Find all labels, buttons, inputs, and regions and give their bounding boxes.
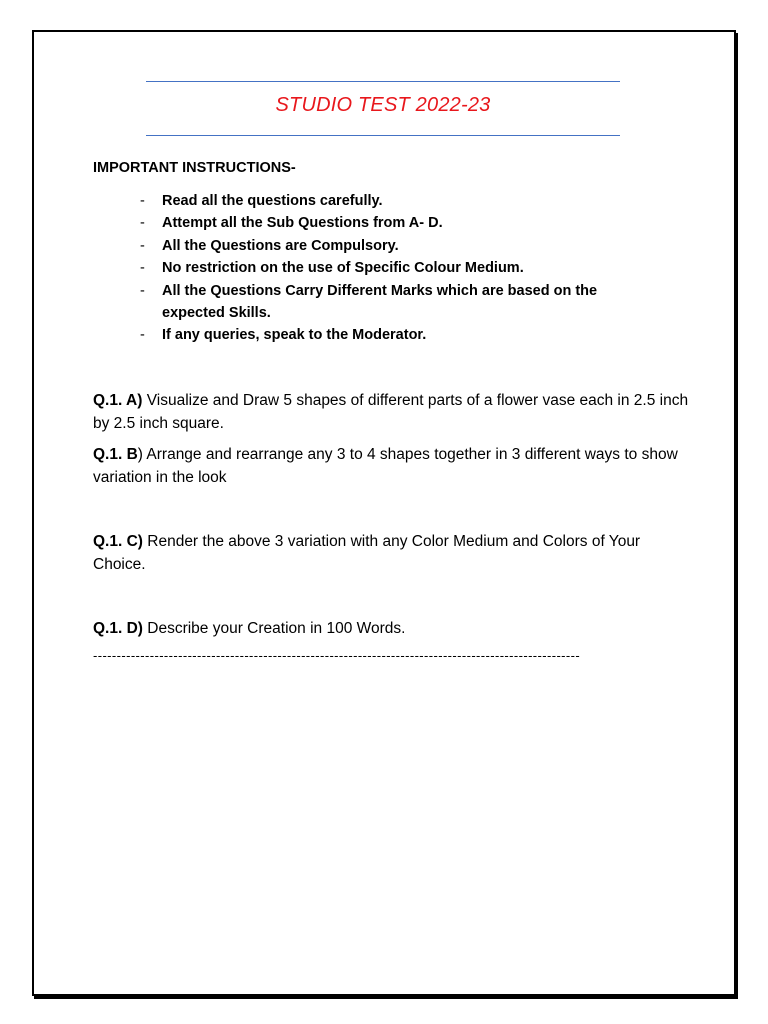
instructions-heading: IMPORTANT INSTRUCTIONS- xyxy=(93,160,296,176)
question-1c xyxy=(93,530,693,576)
bullet-dash: - xyxy=(140,260,145,277)
instruction-item xyxy=(140,257,660,279)
bullet-dash: - xyxy=(140,237,145,254)
instruction-item xyxy=(140,324,660,346)
instruction-text: No restriction on the use of Specific Colour Medium. xyxy=(162,260,524,277)
instruction-text: All the Questions Carry Different Marks which are based on the expected Skills. xyxy=(162,282,598,322)
bullet-dash: - xyxy=(140,327,145,344)
page-title: STUDIO TEST 2022-23 xyxy=(275,94,491,116)
separator-line: ------------------------------------------------------------------------------------------------------- xyxy=(93,648,581,663)
title-bottom-rule xyxy=(146,135,620,136)
bullet-dash: - xyxy=(140,282,145,299)
instruction-item xyxy=(140,235,660,257)
instruction-text: All the Questions are Compulsory. xyxy=(162,237,399,254)
question-text: ) Arrange and rearrange any 3 to 4 shapes together in 3 different ways to show variation in the look xyxy=(93,446,678,486)
instruction-text: Attempt all the Sub Questions from A- D. xyxy=(162,215,443,232)
question-label: Q.1. D) xyxy=(93,620,143,637)
question-text: Visualize and Draw 5 shapes of different parts of a flower vase each in 2.5 inch by 2.5 inch square. xyxy=(93,392,689,432)
instructions-list xyxy=(140,190,660,347)
title-top-rule xyxy=(146,81,620,82)
question-label: Q.1. C) xyxy=(93,533,143,550)
instruction-item xyxy=(140,280,660,325)
question-label: Q.1. B xyxy=(93,446,138,463)
question-text: Render the above 3 variation with any Color Medium and Colors of Your Choice. xyxy=(93,533,641,573)
instruction-text: Read all the questions carefully. xyxy=(162,193,383,209)
instruction-text: If any queries, speak to the Moderator. xyxy=(162,327,427,344)
question-1d xyxy=(93,617,693,640)
question-1a xyxy=(93,389,693,435)
question-1b xyxy=(93,443,693,489)
instruction-item xyxy=(140,190,660,212)
bullet-dash: - xyxy=(140,193,145,209)
question-label: Q.1. A) xyxy=(93,392,143,409)
instruction-item xyxy=(140,212,660,234)
question-text: Describe your Creation in 100 Words. xyxy=(142,620,406,637)
bullet-dash: - xyxy=(140,215,145,232)
